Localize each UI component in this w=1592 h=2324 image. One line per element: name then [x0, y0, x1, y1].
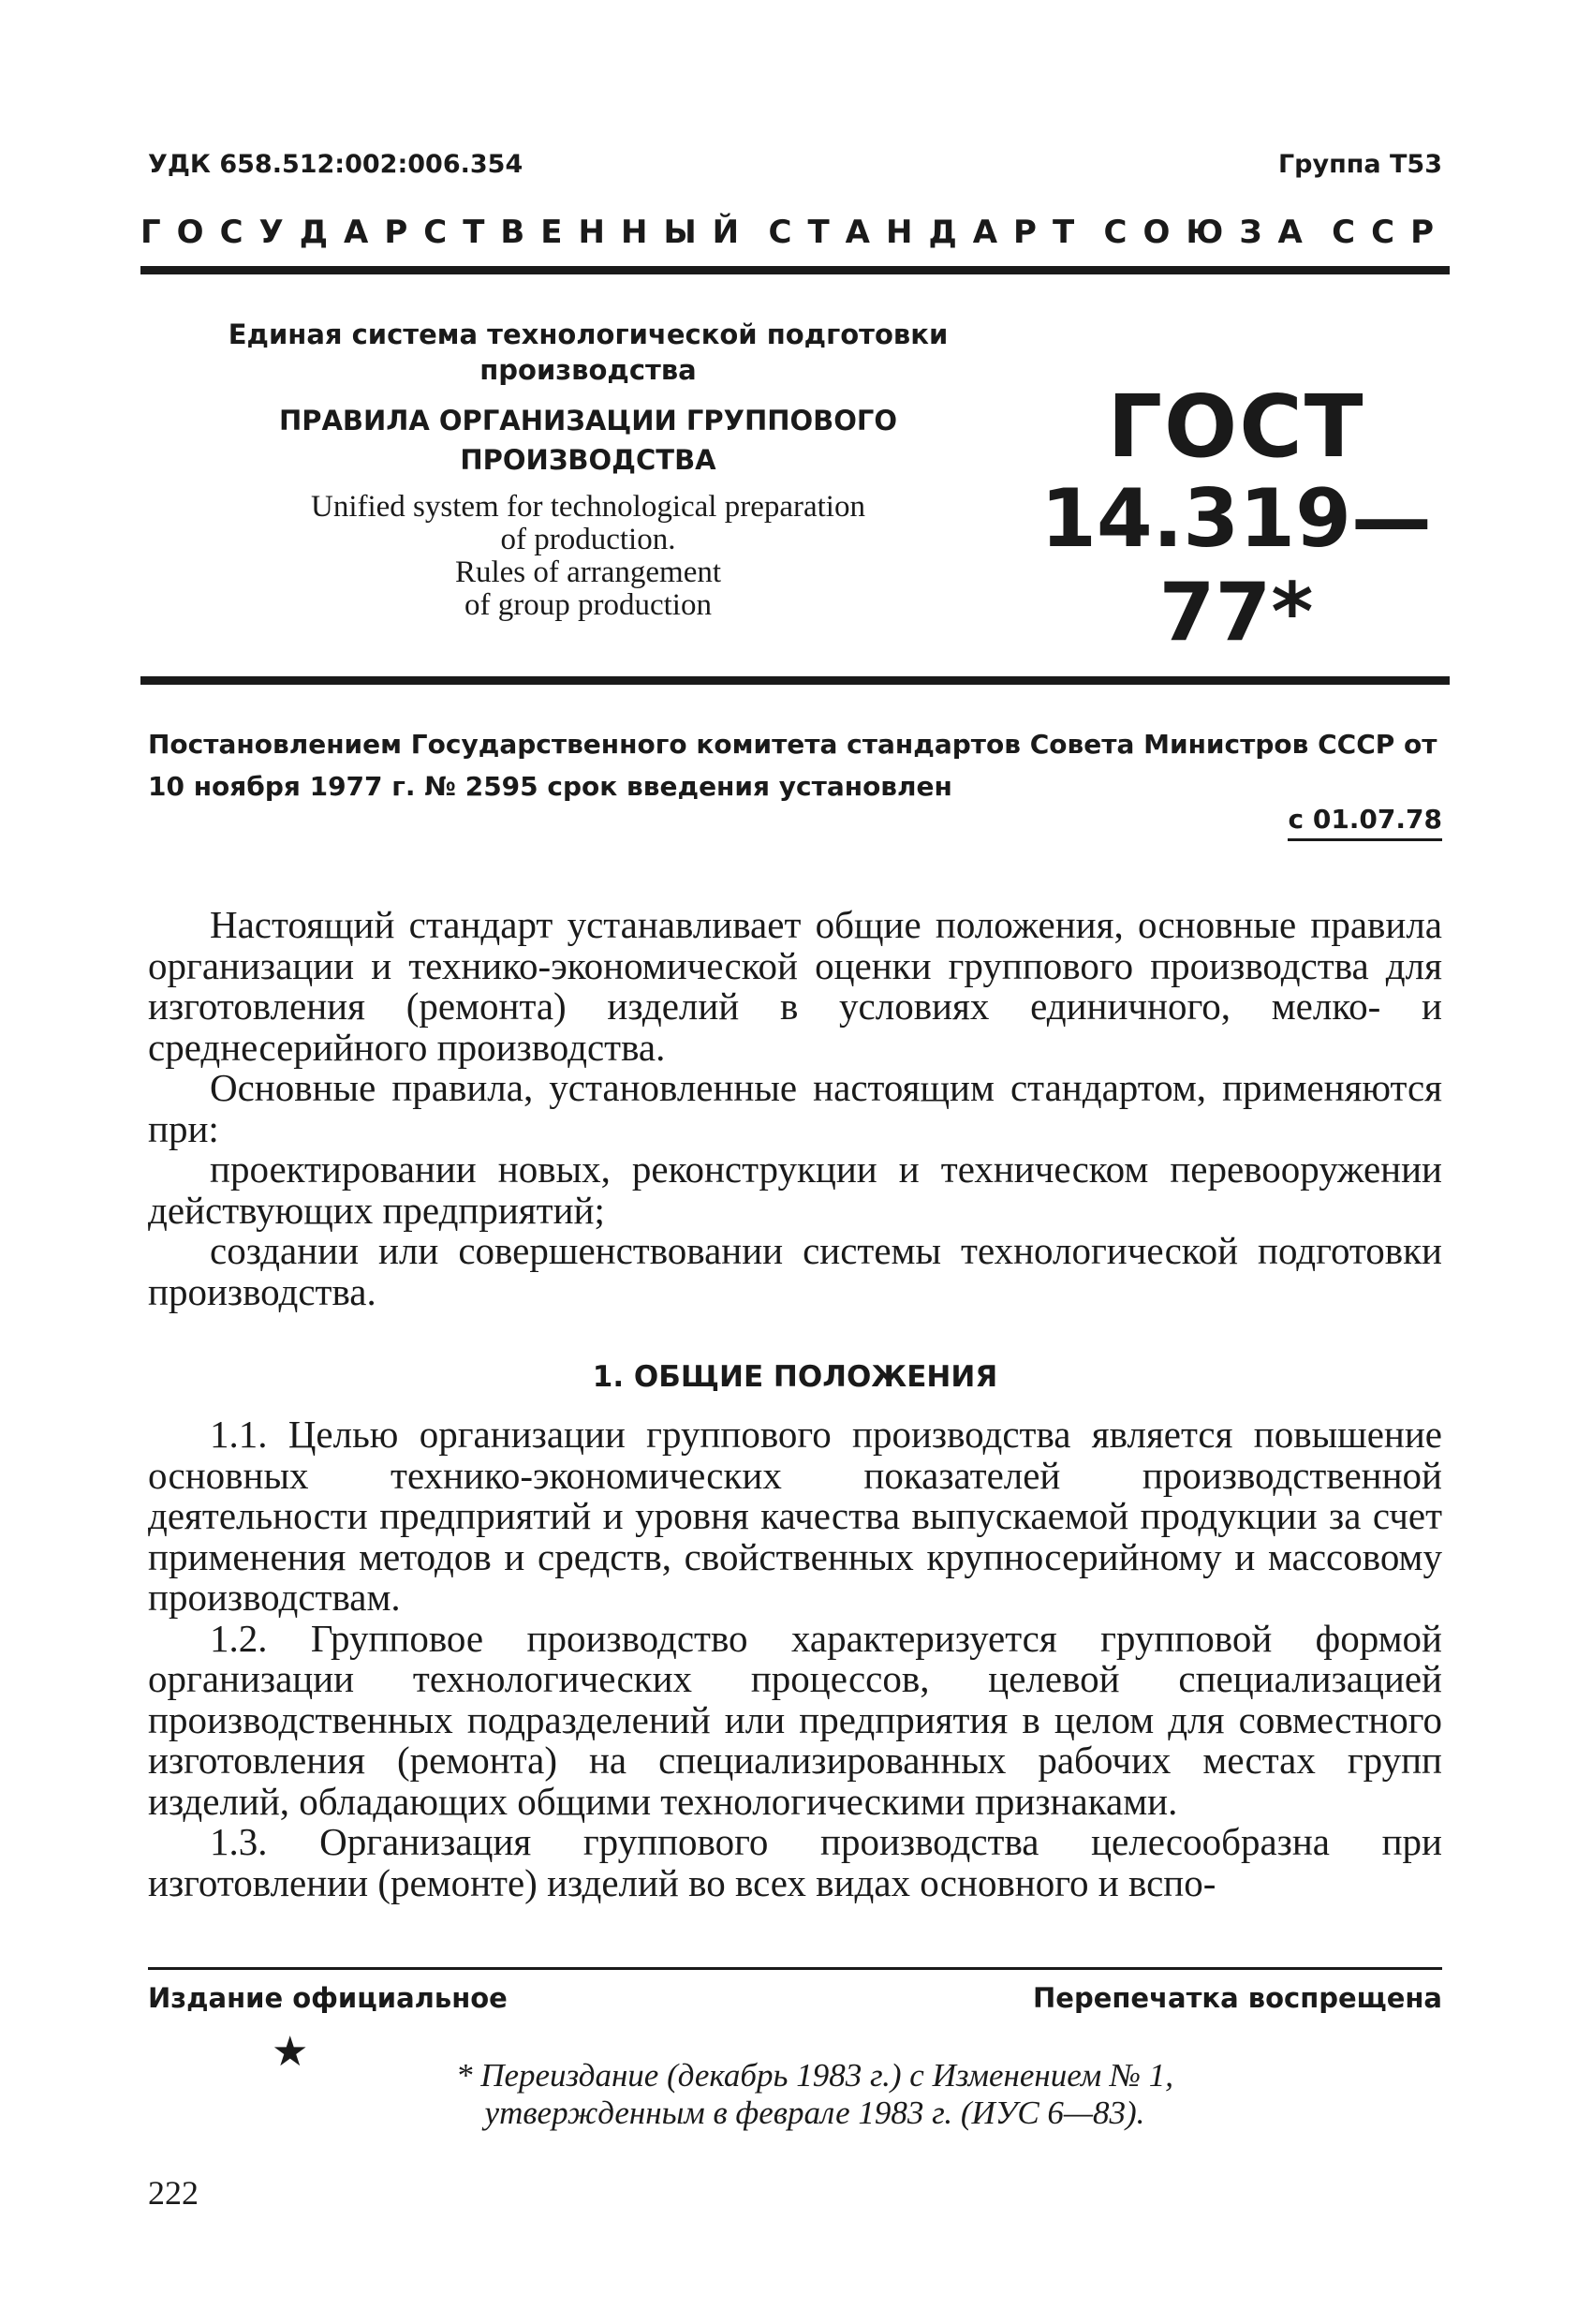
title-en-line-2: of production.: [500, 523, 676, 556]
state-title-word-2: СТАНДАРТ: [768, 214, 1091, 251]
document-title-ru: ПРАВИЛА ОРГАНИЗАЦИИ ГРУППОВОГО ПРОИЗВОДСТВА: [278, 405, 898, 476]
state-title-word-3: СОЮЗА: [1103, 214, 1319, 251]
title-en-line-3: Rules of arrangement: [454, 555, 722, 589]
effective-date: с 01.07.78: [1288, 804, 1442, 841]
intro-paragraph-4: создании или совершенствовании системы технологической подготовки производства.: [148, 1229, 1442, 1313]
state-title-word-4: ССР: [1332, 214, 1450, 251]
intro-text: [148, 905, 1442, 1312]
reprint-prohibited: Перепечатка воспрещена: [1033, 1982, 1442, 2014]
official-edition: Издание официальное: [148, 1982, 508, 2014]
reissue-note: [375, 2057, 1255, 2132]
clause-1-1: 1.1. Целью организации группового производства является повышение основных технико-экономических показателей производственной деятельности предприятий и уровня качества выпускаемой продукции за счет применения методов и средств, свойственных крупносерийному и массовому производствам.: [148, 1413, 1442, 1619]
gost-designation: [1030, 377, 1442, 659]
title-block: [214, 317, 963, 622]
section-1-text: [148, 1414, 1442, 1903]
intro-paragraph-1: Настоящий стандарт устанавливает общие положения, основные правила организации и технико-экономической оценки группового производства для изготовления (ремонта) изделий в условиях единичного, мелко- и среднесерийного производства.: [148, 903, 1442, 1069]
state-standard-title: [140, 214, 1450, 251]
reissue-line-2: утвержденным в феврале 1983 г. (ИУС 6—83).: [484, 2095, 1145, 2131]
footer-rule: [148, 1967, 1442, 1970]
page-number: 222: [148, 2174, 199, 2212]
reissue-line-1: * Переиздание (декабрь 1983 г.) с Изменением № 1,: [455, 2057, 1174, 2094]
system-name: Единая система технологической подготовки производства: [228, 318, 949, 386]
intro-paragraph-3: проектировании новых, реконструкции и техническом перевооружении действующих предприятий;: [148, 1147, 1442, 1232]
udc-code: УДК 658.512:002:006.354: [148, 150, 523, 179]
star-icon: ★: [272, 2029, 309, 2075]
section-heading: 1. ОБЩИЕ ПОЛОЖЕНИЯ: [592, 1360, 998, 1394]
footer-row: [148, 1982, 1442, 2014]
group-code: Группа Т53: [1277, 150, 1442, 179]
gost-number: 14.319—77*: [1040, 472, 1432, 659]
document-header: [148, 150, 1442, 179]
title-rule: [140, 676, 1450, 685]
clause-1-2: 1.2. Групповое производство характеризуется групповой формой организации технологических процессов, целевой специализацией производственных подразделений или предприятия в целом для совместного изготовления (ремонта) на специализированных рабочих местах групп изделий, обладающих общими технологическими признаками.: [148, 1616, 1442, 1823]
document-title-en: [214, 491, 963, 622]
intro-paragraph-2: Основные правила, установленные настоящим стандартом, применяются при:: [148, 1066, 1442, 1150]
decree-text: Постановлением Государственного комитета стандартов Совета Министров СССР от 10 ноября 1977 г. № 2595 срок введения установлен: [148, 729, 1437, 802]
clause-1-3: 1.3. Организация группового производства целесообразна при изготовлении (ремонте) изделий во всех видах основного и вспо-: [148, 1820, 1442, 1904]
state-title-word-1: ГОСУДАРСТВЕННЫЙ: [140, 214, 756, 251]
title-en-line-4: of group production: [464, 588, 712, 622]
title-en-line-1: Unified system for technological preparation: [311, 490, 865, 524]
header-rule: [140, 266, 1450, 274]
gost-label: ГОСТ: [1107, 377, 1365, 477]
